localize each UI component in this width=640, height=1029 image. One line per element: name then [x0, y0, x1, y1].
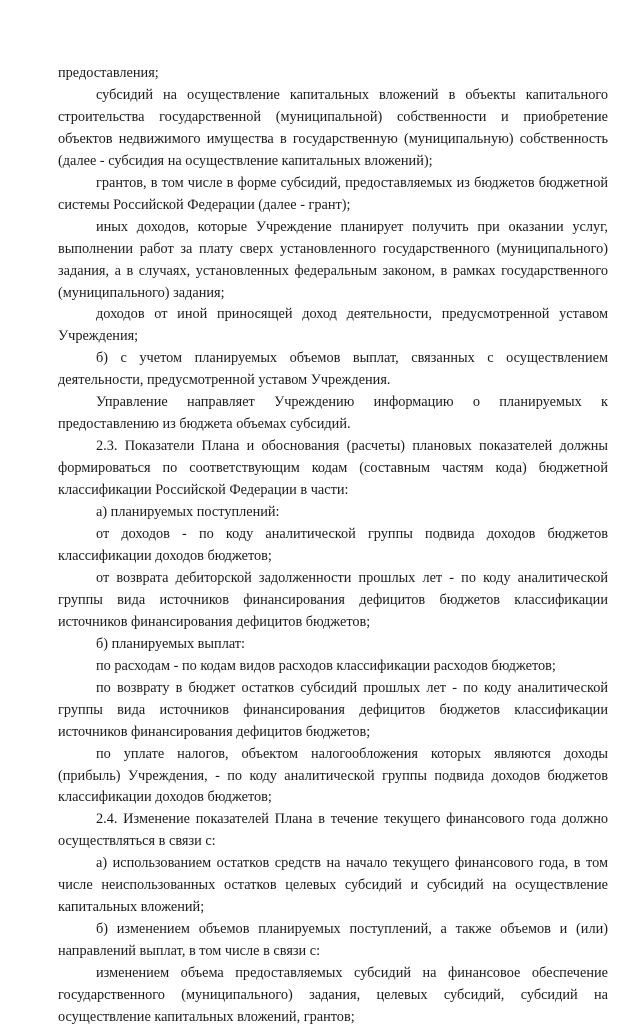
paragraph-by-expenses: по расходам - по кодам видов расходов классификации расходов бюджетов;	[96, 657, 556, 674]
paragraph-continuation: предоставления;	[58, 65, 159, 81]
paragraph-planned-receipts: а) планируемых поступлений:	[96, 504, 280, 521]
paragraph-from-income: от доходов - по коду аналитической группы подвида доходов бюджетов классификации доходов бюджетов;	[58, 526, 608, 564]
paragraph-income-generating: доходов от иной приносящей доход деятельности, предусмотренной уставом Учреждения;	[58, 306, 608, 345]
paragraph-subsidy-return: по возврату в бюджет остатков субсидий прошлых лет - по коду аналитической группы вида источников финансирования дефицитов бюджетов классификации источников финансирования дефицитов бюджетов;	[58, 679, 608, 740]
paragraph-grants: грантов, в том числе в форме субсидий, предоставляемых из бюджетов бюджетной системы Российской Федерации (далее - грант);	[58, 174, 608, 213]
paragraph-section-2-4: 2.4. Изменение показателей Плана в течение текущего финансового года должно осуществляться в связи с:	[58, 811, 608, 850]
paragraph-tax-payment: по уплате налогов, объектом налогообложения которых являются доходы (прибыль) Учреждения, - по коду аналитической группы подвида доходов бюджетов классификации доходов бюджетов;	[58, 745, 608, 806]
paragraph-planned-expenses: б) планируемых выплат:	[96, 635, 246, 652]
document-body	[58, 63, 608, 1029]
paragraph-volume-change: б) изменением объемов планируемых поступлений, а также объемов и (или) направлений выплат, в том числе в связи с:	[58, 921, 608, 960]
paragraph-capital-subsidy: субсидий на осуществление капитальных вложений в объекты капитального строительства государственной (муниципальной) собственности и приобретение объектов недвижимого имущества в государственную (муниципальную) собственность (далее - субсидия на осуществление капитальных вложений);	[58, 86, 608, 169]
paragraph-receivables-return: от возврата дебиторской задолженности прошлых лет - по коду аналитической группы вида источников финансирования дефицитов бюджетов классификации источников финансирования дефицитов бюджетов;	[58, 569, 608, 630]
paragraph-section-2-3: 2.3. Показатели Плана и обоснования (расчеты) плановых показателей должны формироваться по соответствующим кодам (составным частям кода) бюджетной классификации Российской Федерации в части:	[58, 438, 608, 499]
paragraph-other-income: иных доходов, которые Учреждение планирует получить при оказании услуг, выполнении работ за плату сверх установленного государственного (муниципального) задания, а в случаях, установленных федеральным законом, в рамках государственного (муниципального) задания;	[58, 218, 608, 301]
paragraph-subsidy-volume-change: изменением объема предоставляемых субсидий на финансовое обеспечение государственного (муниципального) задания, целевых субсидий, субсидий на осуществление капитальных вложений, грантов;	[58, 965, 608, 1025]
paragraph-planned-payments: б) с учетом планируемых объемов выплат, связанных с осуществлением деятельности, предусмотренной уставом Учреждения.	[58, 350, 608, 389]
paragraph-management-info: Управление направляет Учреждению информацию о планируемых к предоставлению из бюджета объемах субсидий.	[58, 394, 608, 433]
paragraph-balance-use: а) использованием остатков средств на начало текущего финансового года, в том числе неиспользованных остатков целевых субсидий и субсидий на осуществление капитальных вложений;	[58, 855, 608, 916]
